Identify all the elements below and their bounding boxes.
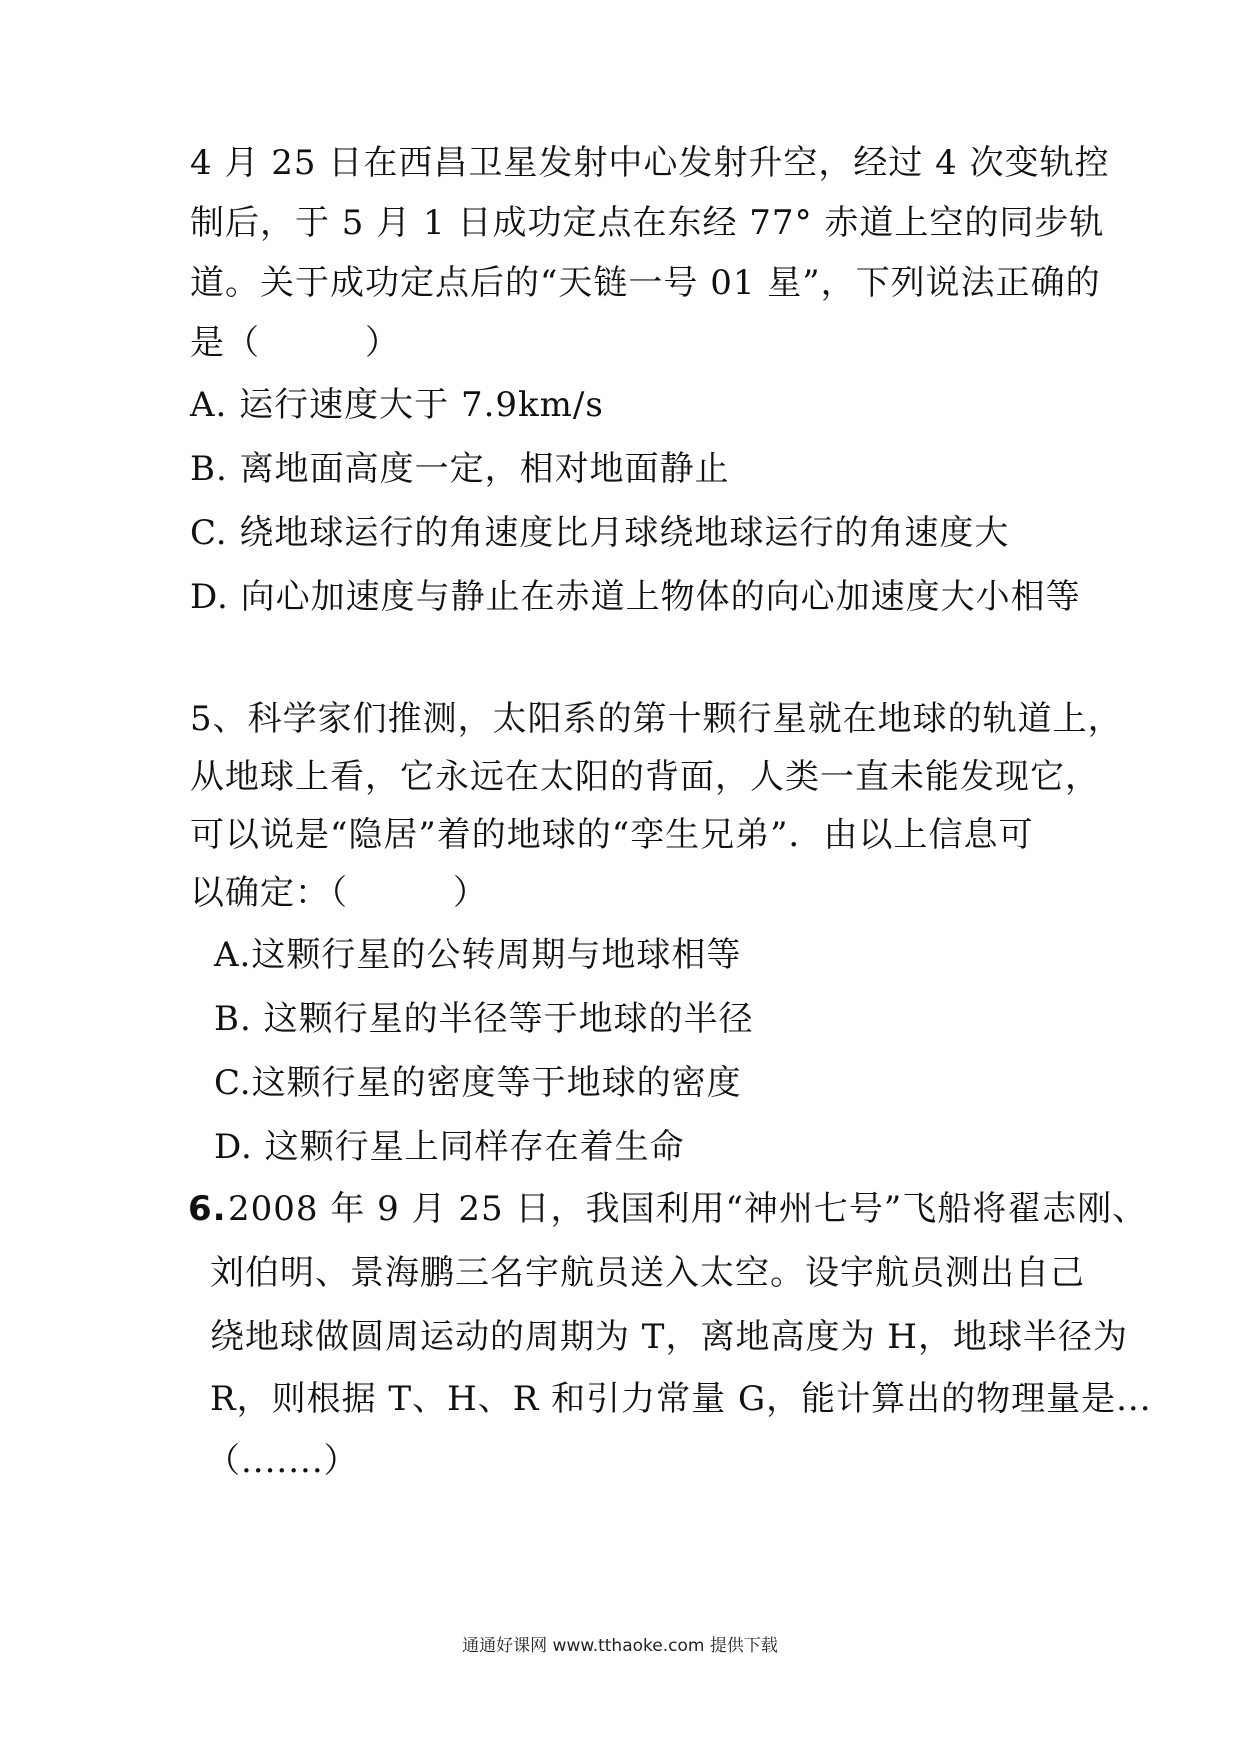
q4-option-a: A. 运行速度大于 7.9km/s [190,385,604,425]
page-footer: 通通好课网 www.tthaoke.com 提供下载 [462,1636,778,1656]
q4-line: 道。关于成功定点后的“天链一号 01 星”，下列说法正确的 [190,263,1101,303]
q5-option-a: A.这颗行星的公转周期与地球相等 [214,935,742,975]
q4-line: 4 月 25 日在西昌卫星发射中心发射升空，经过 4 次变轨控 [190,143,1110,183]
q5-line: 从地球上看，它永远在太阳的背面，人类一直未能发现它， [190,757,1100,797]
q5-option-b: B. 这颗行星的半径等于地球的半径 [214,999,754,1039]
q5-line: 可以说是“隐居”着的地球的“孪生兄弟”．由以上信息可 [190,815,1034,855]
q6-line: R，则根据 T、H、R 和引力常量 G，能计算出的物理量是... [210,1379,1152,1419]
q4-option-d: D. 向心加速度与静止在赤道上物体的向心加速度大小相等 [190,577,1081,617]
q6-line: 2008 年 9 月 25 日，我国利用“神州七号”飞船将翟志刚、 [228,1189,1148,1229]
q6-line: 刘伯明、景海鹏三名宇航员送入太空。设宇航员测出自己 [210,1253,1085,1293]
q4-line: 制后，于 5 月 1 日成功定点在东经 77° 赤道上空的同步轨 [190,203,1105,243]
q5-line: 5、科学家们推测，太阳系的第十颗行星就在地球的轨道上， [190,699,1123,739]
q4-option-c: C. 绕地球运行的角速度比月球绕地球运行的角速度大 [190,513,1010,553]
q5-option-c: C.这颗行星的密度等于地球的密度 [214,1063,742,1103]
q6-line: （.......） [206,1441,359,1481]
q4-option-b: B. 离地面高度一定，相对地面静止 [190,449,730,489]
q6-line: 绕地球做圆周运动的周期为 T，离地高度为 H，地球半径为 [210,1317,1128,1357]
q5-option-d: D. 这颗行星上同样存在着生命 [214,1127,685,1167]
q4-line: 是（ ） [190,323,400,363]
q6-number: 6. [188,1189,227,1229]
q5-line: 以确定：（ ） [190,873,488,913]
